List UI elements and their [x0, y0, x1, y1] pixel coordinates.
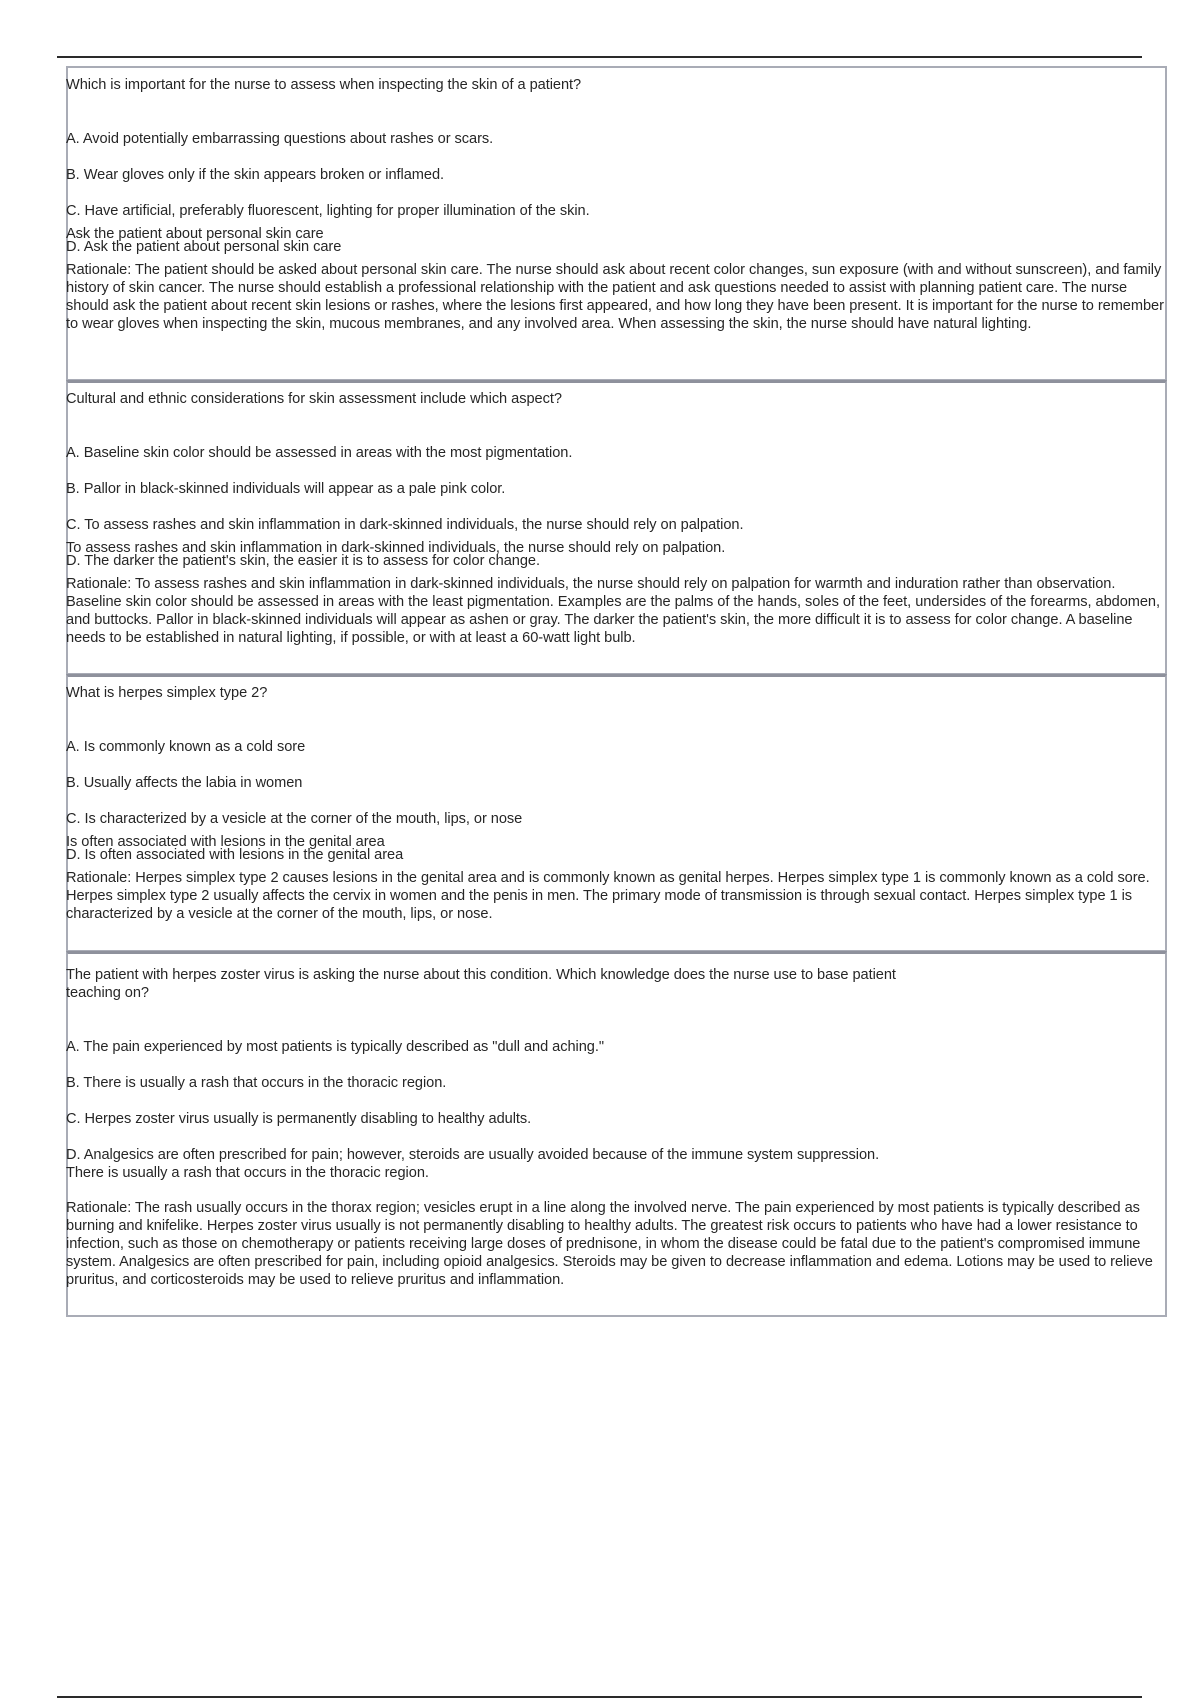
option-b: B. Wear gloves only if the skin appears broken or inflamed. — [66, 167, 445, 183]
rationale-text: Rationale: The patient should be asked about personal skin care. The nurse should ask about recent color changes, sun exposure (with and without sunscreen), and family history of skin cancer. The nurse should establish a professional relationship with the patient and ask questions needed to assist with planning patient care. The nurse should ask the patient about recent skin lesions or rashes, where the lesions first appeared, and how long they have been present. It is important for the nurse to remember to wear gloves when inspecting the skin, mucous membranes, and any involved area. When assessing the skin, the nurse should have natural lighting. — [66, 262, 1164, 332]
options-list — [66, 426, 1166, 588]
top-rule — [57, 56, 1142, 58]
answer-text: There is usually a rash that occurs in the thoracic region. — [66, 1165, 429, 1181]
question-text: What is herpes simplex type 2? — [66, 685, 268, 701]
option-a: A. The pain experienced by most patients is typically described as "dull and aching." — [66, 1039, 605, 1055]
rationale-text: Rationale: Herpes simplex type 2 causes lesions in the genital area and is commonly known as genital herpes. Herpes simplex type 1 is commonly known as a cold sore. Herpes simplex type 2 usually affects the cervix in women and the penis in men. The primary mode of transmission is through sexual contact. Herpes simplex type 1 is characterized by a vesicle at the corner of the mouth, lips, or nose. — [66, 870, 1150, 922]
option-b: B. There is usually a rash that occurs in the thoracic region. — [66, 1075, 447, 1091]
question-card-3 — [66, 674, 1167, 952]
option-c: C. Have artificial, preferably fluorescent, lighting for proper illumination of the skin. — [66, 203, 590, 219]
rationale-text: Rationale: To assess rashes and skin inflammation in dark-skinned individuals, the nurse should rely on palpation for warmth and induration rather than observation. Baseline skin color should be assessed in areas with the least pigmentation. Examples are the palms of the hands, soles of the feet, undersides of the forearms, abdomen, and buttocks. Pallor in black-skinned individuals will appear as ashen or gray. The darker the patient's skin, the more difficult it is to assess for color change. A baseline needs to be established in natural lighting, if possible, or with at least a 60-watt light bulb. — [66, 576, 1161, 646]
answer-text: To assess rashes and skin inflammation in dark-skinned individuals, the nurse should rely on palpation. — [66, 540, 726, 556]
option-a: A. Is commonly known as a cold sore — [66, 739, 306, 755]
option-b: B. Usually affects the labia in women — [66, 775, 303, 791]
question-card-2 — [66, 380, 1167, 675]
question-card-4 — [66, 951, 1167, 1317]
option-d: D. Ask the patient about personal skin care — [66, 239, 342, 255]
option-d: D. Is often associated with lesions in the genital area — [66, 847, 404, 863]
option-c: C. To assess rashes and skin inflammation in dark-skinned individuals, the nurse should rely on palpation. — [66, 517, 744, 533]
question-card-1 — [66, 66, 1167, 381]
option-a: A. Avoid potentially embarrassing questions about rashes or scars. — [66, 131, 494, 147]
bottom-rule — [57, 1696, 1142, 1698]
question-text: The patient with herpes zoster virus is asking the nurse about this condition. Which knowledge does the nurse use to base patient teaching on? — [66, 967, 896, 1001]
option-d: D. The darker the patient's skin, the easier it is to assess for color change. — [66, 553, 540, 569]
option-b: B. Pallor in black-skinned individuals will appear as a pale pink color. — [66, 481, 506, 497]
rationale-text: Rationale: The rash usually occurs in the thorax region; vesicles erupt in a line along the involved nerve. The pain experienced by most patients is typically described as burning and knifelike. Herpes zoster virus usually is not permanently disabling to healthy adults. The greatest risk occurs to patients who have had a lower resistance to infection, such as those on chemotherapy or patients receiving large doses of prednisone, in whom the disease could be fatal due to the patient's compromised immune system. Analgesics are often prescribed for pain, including opioid analgesics. Steroids may be given to decrease inflammation and edema. Lotions may be used to relieve pruritus, and corticosteroids may be used to relieve pruritus and inflammation. — [66, 1200, 1153, 1288]
answer-text: Ask the patient about personal skin care — [66, 226, 324, 242]
options-list — [66, 112, 1166, 274]
question-text: Cultural and ethnic considerations for skin assessment include which aspect? — [66, 391, 562, 407]
options-list — [66, 1020, 1166, 1182]
option-a: A. Baseline skin color should be assessed in areas with the most pigmentation. — [66, 445, 573, 461]
option-d: D. Analgesics are often prescribed for pain; however, steroids are usually avoided because of the immune system suppression. — [66, 1147, 880, 1163]
option-c: C. Herpes zoster virus usually is permanently disabling to healthy adults. — [66, 1111, 532, 1127]
question-text: Which is important for the nurse to assess when inspecting the skin of a patient? — [66, 77, 582, 93]
answer-text: Is often associated with lesions in the genital area — [66, 834, 385, 850]
option-c: C. Is characterized by a vesicle at the corner of the mouth, lips, or nose — [66, 811, 523, 827]
options-list — [66, 720, 1166, 882]
